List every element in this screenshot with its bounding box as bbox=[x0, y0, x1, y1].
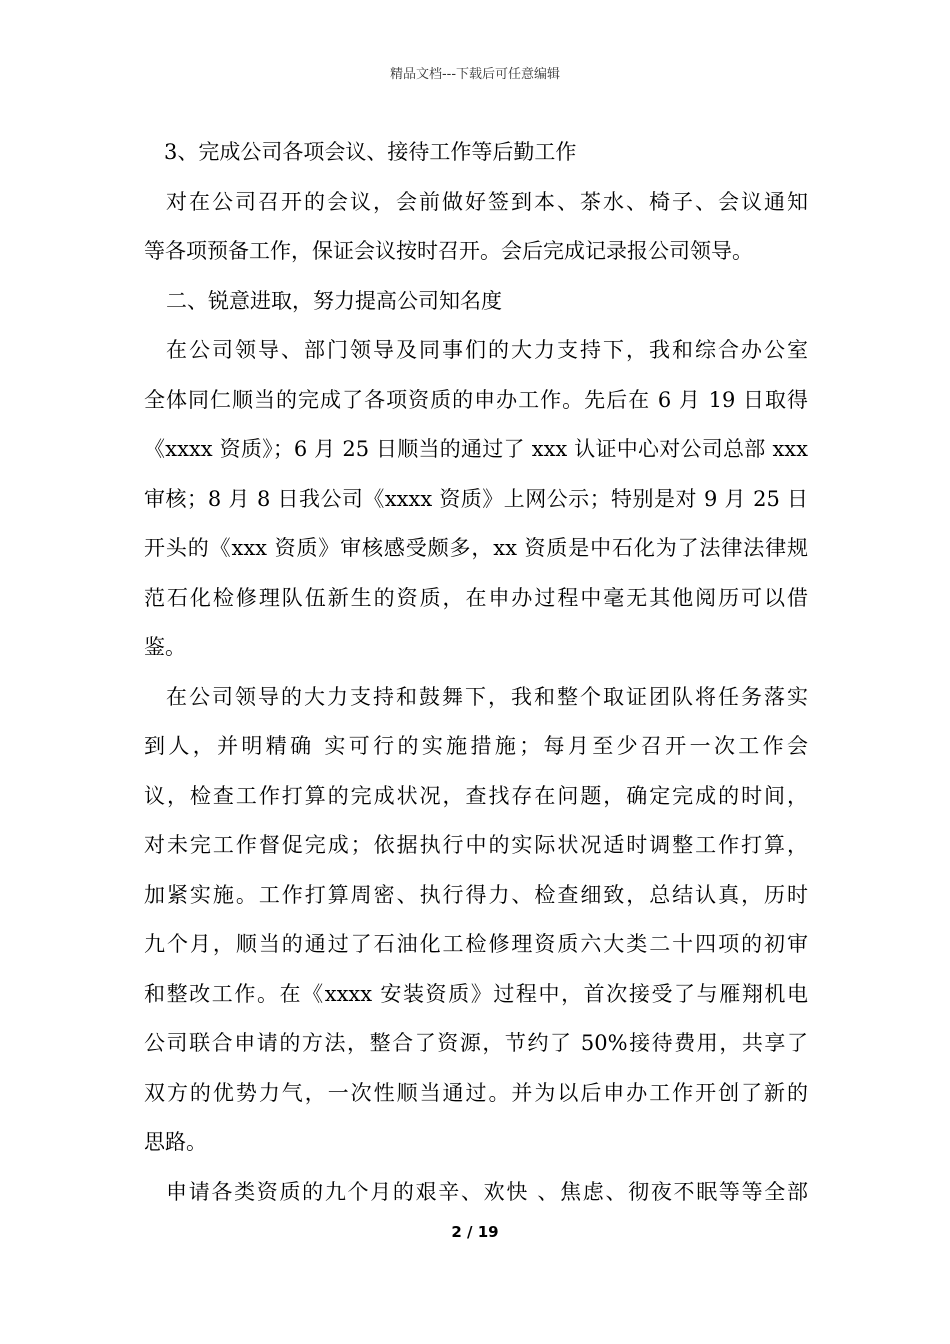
document-body bbox=[144, 128, 808, 1217]
text-line: 在公司领导的大力支持和鼓舞下，我和整个取证团队将任务落实 bbox=[166, 684, 808, 709]
text-line: 议，检查工作打算的完成状况，查找存在问题，确定完成的时间， bbox=[144, 783, 808, 808]
text-line: 等各项预备工作，保证会议按时召开。会后完成记录报公司领导。 bbox=[144, 239, 753, 263]
text-line: 加紧实施。工作打算周密、执行得力、检查细致，总结认真，历时 bbox=[144, 882, 808, 907]
text-line: 二、锐意进取，努力提高公司知名度 bbox=[166, 288, 502, 313]
text-line: 九个月，顺当的通过了石油化工检修理资质六大类二十四项的初审 bbox=[144, 932, 808, 956]
text-line: 双方的优势力气，一次性顺当通过。并为以后申办工作开创了新的 bbox=[144, 1080, 808, 1105]
text-line: 公司联合申请的方法，整合了资源，节约了 50%接待费用，共享了 bbox=[144, 1031, 808, 1055]
text-line: 对在公司召开的会议，会前做好签到本、茶水、椅子、会议通知 bbox=[166, 189, 808, 214]
text-line: 开头的《xxx 资质》审核感受颇多，xx 资质是中石化为了法律法律规 bbox=[144, 536, 808, 560]
text-line: 3、完成公司各项会议、接待工作等后勤工作 bbox=[164, 140, 577, 164]
text-line: 申请各类资质的九个月的艰辛、欢快 、焦虑、彻夜不眠等等全部 bbox=[166, 1179, 808, 1204]
text-line: 审核；8 月 8 日我公司《xxxx 资质》上网公示；特别是对 9 月 25 日 bbox=[144, 486, 808, 511]
page-header: 精品文档---下载后可任意编辑 bbox=[389, 67, 561, 82]
text-line: 《xxxx 资质》；6 月 25 日顺当的通过了 xxx 认证中心对公司总部 xxx bbox=[144, 437, 808, 461]
text-line: 对未完工作督促完成；依据执行中的实际状况适时调整工作打算， bbox=[144, 833, 808, 857]
page-number: 2 / 19 bbox=[451, 1223, 499, 1241]
text-line: 鉴。 bbox=[144, 635, 186, 659]
text-line: 到人，并明精确 实可行的实施措施；每月至少召开一次工作会 bbox=[144, 734, 808, 758]
text-line: 和整改工作。在《xxxx 安装资质》过程中，首次接受了与雁翔机电 bbox=[144, 981, 808, 1006]
text-line: 范石化检修理队伍新生的资质，在申办过程中毫无其他阅历可以借 bbox=[144, 585, 808, 610]
text-line: 思路。 bbox=[144, 1130, 207, 1154]
text-line: 在公司领导、部门领导及同事们的大力支持下，我和综合办公室 bbox=[166, 338, 808, 362]
text-line: 全体同仁顺当的完成了各项资质的申办工作。先后在 6 月 19 日取得 bbox=[144, 387, 808, 412]
